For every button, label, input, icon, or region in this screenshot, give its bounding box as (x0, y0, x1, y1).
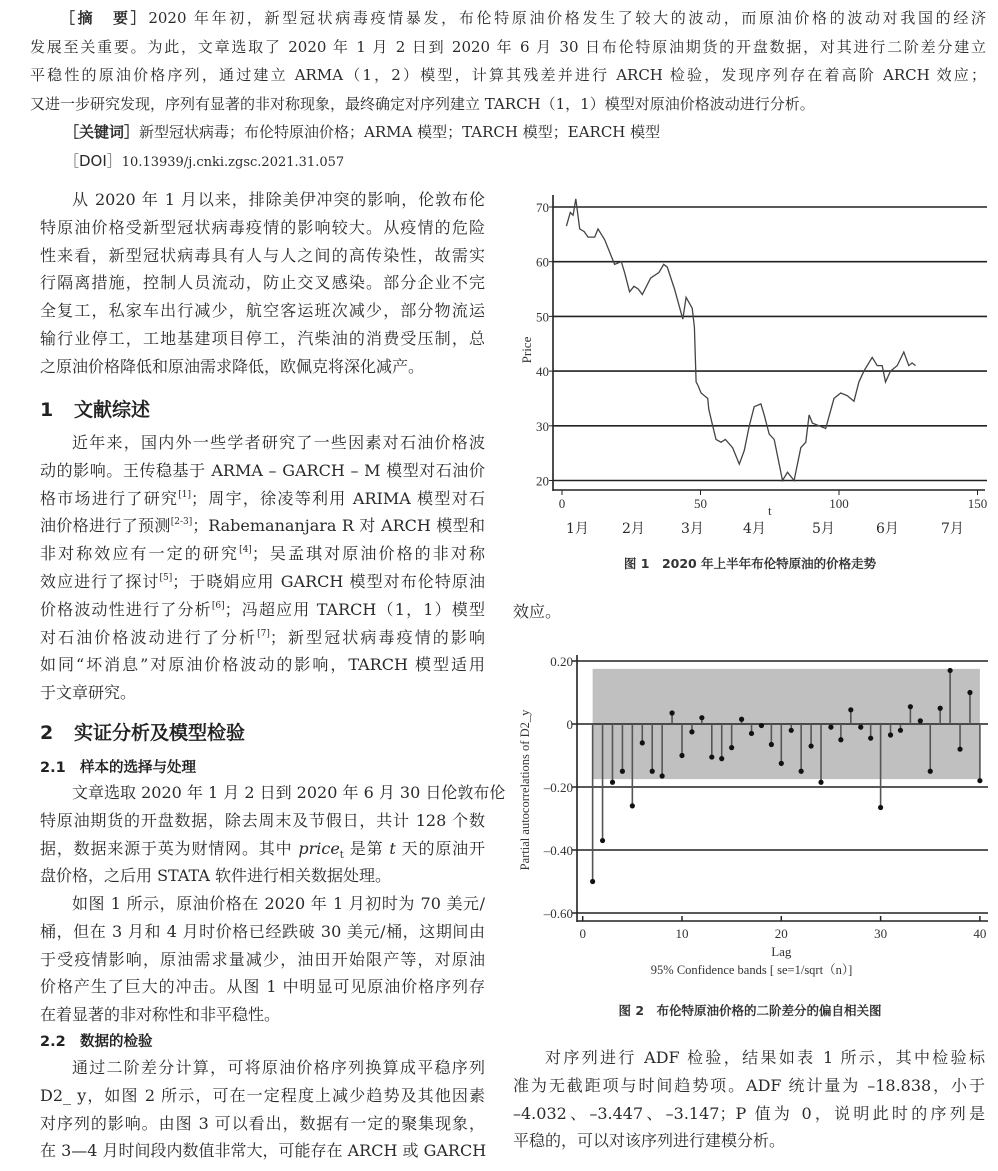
section-title: 文献综述 (74, 399, 151, 421)
y-tick-label: 60 (536, 254, 549, 270)
keywords-label: ［关键词］ (64, 123, 140, 141)
pacf-point (749, 731, 754, 736)
text-segment: 对石油价格波动进行了分析 (40, 627, 258, 647)
text-segment: 桶，但在 3 月和 4 月时价格已经跌破 30 美元/桶，这期间由 (40, 921, 485, 941)
x-tick-label: 50 (694, 496, 707, 511)
text-segment: 于文章研究。 (40, 683, 137, 703)
text-line (40, 624, 485, 652)
pacf-point (650, 769, 655, 774)
text-segment: 准为无截距项与时间趋势项。ADF 统计量为 –18.838，小于 (513, 1075, 985, 1095)
confidence-band-note: 95% Confidence bands [ se=1/sqrt（n）] (650, 963, 853, 977)
text-segment: 天的原油开 (395, 838, 485, 858)
price-series-line (566, 199, 915, 481)
citation-ref: [5] (159, 572, 173, 583)
text-segment: 非对称效应有一定的研究 (40, 544, 240, 564)
abstract (30, 4, 986, 175)
text-line (40, 890, 485, 918)
text-line (40, 973, 485, 1001)
text-line (30, 4, 986, 33)
x-tick-label: 100 (829, 496, 849, 511)
month-label: 2月 (622, 521, 645, 537)
pacf-point (888, 732, 893, 737)
section-heading-2 (40, 718, 245, 745)
text-segment: 文章选取 2020 年 1 月 2 日到 2020 年 6 月 30 日伦敦布伦 (72, 783, 506, 802)
text-segment: 对序列进行 ADF 检验，结果如表 1 所示，其中检验标 (545, 1048, 985, 1067)
text-line (513, 1127, 985, 1155)
text-line (40, 596, 485, 624)
citation-ref: [6] (211, 600, 225, 611)
text-segment: 动的影响。王传稳基于 ARMA – GARCH – M 模型对石油价 (40, 460, 485, 480)
citation-ref: [7] (257, 628, 270, 639)
pacf-point (818, 780, 823, 785)
pacf-point (868, 736, 873, 741)
text-segment: 发展至关重要。为此，文章选取了 2020 年 1 月 2 日到 2020 年 6 月 30 日布伦特原油期货的开盘数据，对其进行二阶差分建立 (30, 37, 986, 56)
text-segment: 如图 1 所示，原油价格在 2020 年 1 月初时为 70 美元/ (72, 894, 485, 913)
math-variable: price (298, 838, 340, 858)
text-segment: 近年来，国内外一些学者研究了一些因素对石油价格波 (72, 433, 485, 452)
pacf-point (679, 753, 684, 758)
sample-paragraph (40, 779, 506, 890)
pacf-point (699, 715, 704, 720)
pacf-point (948, 668, 953, 673)
text-segment: ；Rabemananjara R 对 ARCH 模型和 (192, 516, 485, 536)
month-label: 3月 (681, 521, 704, 537)
doi: 10.13939/j.cnki.zgsc.2021.31.057 (121, 154, 345, 170)
keywords-line (30, 118, 986, 147)
text-segment: 平稳的，可以对该序列进行建模分析。 (513, 1131, 786, 1151)
y-tick-label: –0.40 (543, 843, 573, 858)
y-tick-label: 50 (536, 309, 549, 325)
pacf-point (610, 780, 615, 785)
x-tick-label: 0 (579, 926, 586, 941)
month-label: 1月 (566, 521, 589, 537)
y-tick-label: –0.60 (543, 906, 573, 921)
pacf-point (908, 704, 913, 709)
text-segment: 是第 (343, 838, 390, 858)
month-labels (0, 518, 998, 540)
pacf-point (789, 728, 794, 733)
text-segment: 效应进行了探讨 (40, 571, 160, 591)
y-tick-label: 30 (536, 418, 549, 434)
pacf-point (967, 690, 972, 695)
text-segment: 价格产生了巨大的冲击。从图 1 中明显可见原油价格序列存 (40, 977, 485, 997)
y-axis-label: Price (519, 336, 534, 364)
abstract-body (30, 4, 986, 118)
pacf-chart (505, 640, 995, 985)
text-line (513, 598, 985, 626)
pacf-point (779, 761, 784, 766)
text-segment: 于受疫情影响，原油需求量减少，油田开始限产等，对原油 (40, 949, 485, 969)
section-title: 实证分析及模型检验 (74, 722, 246, 744)
text-line (40, 835, 485, 863)
text-segment: ；于晓娟应用 GARCH 模型对布伦特原油 (172, 571, 485, 591)
text-segment: ；周宇，徐凌等利用 ARIMA 模型对石 (191, 488, 485, 508)
month-label: 4月 (743, 521, 766, 537)
text-segment: 如同“坏消息”对原油价格波动的影响，TARCH 模型适用 (40, 655, 485, 675)
text-line (40, 918, 485, 946)
text-line (40, 779, 506, 807)
text-segment: 油价格进行了预测 (40, 516, 171, 536)
text-line (40, 325, 485, 353)
text-line (40, 353, 485, 381)
abstract-label: ［摘 要］ (60, 9, 149, 27)
text-line (40, 807, 485, 835)
subsection-title: 数据的检验 (80, 1034, 153, 1050)
month-label: 7月 (941, 521, 964, 537)
subsection-heading-2-2 (40, 1030, 153, 1051)
pacf-point (838, 737, 843, 742)
x-tick-label: 40 (973, 926, 987, 941)
doi-line (30, 147, 986, 176)
text-line (40, 242, 485, 270)
continued-paragraph (513, 598, 985, 626)
text-segment: 格市场进行了研究 (40, 488, 179, 508)
x-tick-label: 150 (967, 496, 988, 511)
text-line (40, 457, 485, 485)
pacf-point (878, 805, 883, 810)
text-line (40, 679, 485, 707)
text-line (40, 651, 485, 679)
intro-paragraph (40, 186, 485, 381)
section-heading-1 (40, 395, 150, 422)
pacf-point (769, 742, 774, 747)
pacf-point (640, 740, 645, 745)
citation-ref: [4] (239, 545, 252, 556)
y-tick-label: 0 (566, 717, 573, 732)
y-tick-label: –0.20 (543, 780, 573, 795)
literature-paragraph (40, 429, 485, 707)
text-line (513, 1072, 985, 1100)
y-tick-label: 70 (536, 200, 549, 215)
subsection-number: 2.1 (40, 760, 66, 776)
text-segment: 对序列的影响。由图 3 可以看出，数据有一定的聚集现象， (40, 1113, 485, 1133)
text-segment: 通过二阶差分计算，可将原油价格序列换算成平稳序列 (72, 1058, 485, 1077)
pacf-point (620, 769, 625, 774)
text-segment: 2020 年年初，新型冠状病毒疫情暴发，布伦特原油价格发生了较大的波动，而原油价格的波动对我国的经济 (148, 9, 986, 27)
text-segment: ；新型冠状病毒疫情的影响 (269, 627, 485, 647)
x-axis-label: Lag (771, 944, 792, 959)
pacf-point (719, 756, 724, 761)
x-tick-label: 10 (675, 926, 689, 941)
citation-ref: [1] (178, 489, 192, 500)
pacf-point (709, 754, 714, 759)
text-segment: 性来看，新型冠状病毒具有人与人之间的高传染性，故需实 (40, 245, 485, 265)
text-line (40, 485, 485, 513)
text-segment: 行隔离措施，控制人员流动，防止交叉感染。部分企业不完 (40, 273, 485, 293)
pacf-point (600, 838, 605, 843)
pacf-point (957, 747, 962, 752)
pacf-point (799, 769, 804, 774)
text-segment: 之原油价格降低和原油需求降低，欧佩克将深化减产。 (40, 356, 425, 376)
subsection-heading-2-1 (40, 756, 196, 777)
doi-label: ［DOI］ (64, 151, 122, 170)
pacf-point (977, 778, 982, 783)
pacf-point (729, 745, 734, 750)
y-tick-label: 40 (536, 364, 549, 380)
pacf-point (918, 718, 923, 723)
pacf-point (689, 729, 694, 734)
pacf-point (898, 728, 903, 733)
text-segment: 从 2020 年 1 月以来，排除美伊冲突的影响，伦敦布伦 (72, 190, 485, 209)
y-tick-label: 0.20 (550, 654, 573, 669)
section-number: 2 (40, 722, 54, 744)
x-axis-label: t (767, 503, 772, 515)
text-segment: ；吴孟琪对原油价格的非对称 (251, 544, 485, 564)
text-line (513, 1044, 985, 1072)
text-line (40, 946, 485, 974)
text-segment: 在着显著的非对称性和非平稳性。 (40, 1005, 281, 1025)
pacf-point (660, 773, 665, 778)
y-tick-label: 20 (536, 473, 549, 489)
text-segment: 特原油价格受新型冠状病毒疫情的影响较大。从疫情的危险 (40, 217, 485, 237)
adf-paragraph (513, 1044, 985, 1155)
text-segment: 效应。 (513, 602, 562, 621)
text-line (40, 862, 485, 890)
figure1-paragraph (40, 890, 485, 1029)
math-variable: t (389, 838, 396, 858)
month-label: 6月 (876, 521, 899, 537)
text-line (40, 186, 485, 214)
text-segment: 又进一步研究发现，序列有显著的非对称现象，最终确定对序列建立 TARCH（1，1）模型对原油价格波动进行分析。 (30, 94, 815, 113)
text-line (40, 568, 485, 596)
text-segment: 据，数据来源于英为财情网。其中 (40, 838, 299, 858)
text-line (40, 1082, 485, 1110)
text-line (40, 1001, 485, 1029)
text-line (30, 61, 986, 90)
text-segment: ；冯超应用 TARCH（1，1）模型 (224, 599, 485, 619)
figure1-caption: 图 1 2020 年上半年布伦特原油的价格走势 (623, 556, 877, 571)
text-line (40, 1137, 485, 1165)
pacf-point (848, 707, 853, 712)
text-segment: 盘价格，之后用 STATA 软件进行相关数据处理。 (40, 866, 391, 886)
x-tick-label: 20 (774, 926, 788, 941)
pacf-point (808, 743, 813, 748)
text-line (40, 1110, 485, 1138)
text-line (30, 90, 986, 119)
pacf-point (590, 879, 595, 884)
price-line-chart (505, 190, 995, 515)
text-segment: D2_ y，如图 2 所示，可在一定程度上减少趋势及其他因素 (40, 1085, 485, 1105)
text-line (40, 297, 485, 325)
text-line (40, 429, 485, 457)
pacf-point (928, 769, 933, 774)
figure2-caption: 图 2 布伦特原油价格的二阶差分的偏自相关图 (618, 1003, 882, 1018)
text-line (40, 540, 485, 568)
y-axis-label: Partial autocorrelations of D2_y (518, 709, 532, 871)
pacf-point (759, 723, 764, 728)
text-segment: 在 3—4 月时间段内数值非常大，可能存在 ARCH 或 GARCH (40, 1141, 487, 1161)
text-line (513, 1100, 985, 1128)
text-line (40, 1054, 485, 1082)
citation-ref: [2-3] (170, 517, 193, 528)
subsection-title: 样本的选择与处理 (80, 760, 196, 776)
text-segment: 平稳性的原油价格序列，通过建立 ARMA（1，2）模型，计算其残差并进行 ARCH 检验，发现序列存在着高阶 ARCH 效应； (30, 66, 986, 84)
pacf-point (938, 706, 943, 711)
text-segment: –4.032、–3.447、–3.147；P 值为 0，说明此时的序列是 (513, 1103, 985, 1123)
text-segment: 特原油期货的开盘数据，除去周末及节假日，共计 128 个数 (40, 810, 485, 830)
text-line (30, 33, 986, 62)
pacf-point (739, 717, 744, 722)
text-segment: 输行业停工，工地基建项目停工，汽柴油的消费受压制，总 (40, 328, 485, 348)
text-segment: 价格波动性进行了分析 (40, 599, 212, 619)
pacf-point (630, 803, 635, 808)
text-line (40, 214, 485, 242)
pacf-point (828, 725, 833, 730)
x-tick-label: 0 (558, 496, 566, 511)
pacf-point (669, 710, 674, 715)
text-segment: 全复工，私家车出行减少，航空客运班次减少，部分物流运 (40, 301, 485, 321)
section-number: 1 (40, 399, 54, 421)
pacf-point (858, 725, 863, 730)
month-label: 5月 (812, 521, 835, 537)
keywords: 新型冠状病毒；布伦特原油价格；ARMA 模型；TARCH 模型；EARCH 模型 (139, 123, 661, 141)
text-line (40, 269, 485, 297)
x-tick-label: 30 (874, 926, 888, 941)
subscript: t (339, 849, 344, 861)
data-test-paragraph (40, 1054, 485, 1165)
subsection-number: 2.2 (40, 1034, 66, 1050)
